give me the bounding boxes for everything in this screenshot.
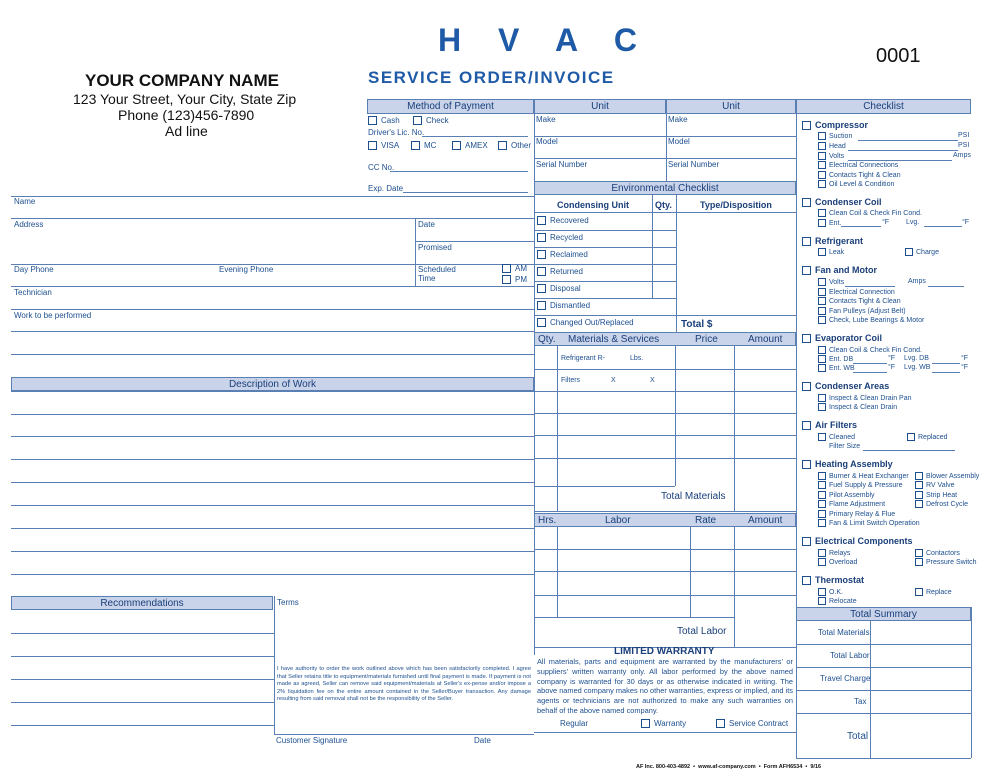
warranty-title: LIMITED WARRANTY (614, 646, 715, 657)
checklist-item[interactable]: Relays (818, 549, 850, 557)
env-item[interactable]: Changed Out/Replaced (537, 318, 634, 327)
checklist-item[interactable]: Defrost Cycle (915, 500, 968, 508)
name-label: Name (14, 197, 36, 206)
footer: AF Inc. 800-403-4892 • www.af-company.com • Form AFH6534 • 9/16 (636, 764, 822, 770)
summary-tax: Tax (854, 697, 867, 706)
service-contract-option[interactable]: Service Contract (716, 719, 788, 728)
address-label: Address (14, 220, 44, 229)
env-item[interactable]: Returned (537, 267, 583, 276)
checklist-item[interactable]: Electrical Connection (818, 288, 895, 296)
lbs-label: Lbs. (630, 355, 644, 362)
checklist-section[interactable]: Evaporator Coil (802, 333, 882, 343)
amex-option[interactable]: AMEX (452, 141, 488, 150)
env-checkbox[interactable] (537, 267, 546, 276)
total-materials-label: Total Materials (661, 491, 726, 502)
recommendations-header: Recommendations (11, 596, 273, 610)
cc-field[interactable] (390, 171, 528, 172)
summary-total: Total (847, 731, 869, 742)
work-label: Work to be performed (14, 311, 92, 320)
env-item[interactable]: Recovered (537, 216, 589, 225)
checklist-item[interactable]: Ent. WB (818, 364, 855, 372)
checklist-item[interactable]: Charge (905, 248, 939, 256)
payment-header: Method of Payment (367, 99, 534, 114)
license-label: Driver's Lic. No. (368, 128, 425, 137)
amex-checkbox[interactable] (452, 141, 461, 150)
cash-checkbox[interactable] (368, 116, 377, 125)
env-col-type: Type/Disposition (700, 200, 772, 210)
filters-x1: X (611, 377, 616, 384)
checklist-item[interactable]: Oil Level & Condition (818, 180, 894, 188)
materials-header: Qty. Materials & Services Price Amount (534, 332, 796, 346)
checklist-item[interactable]: Replaced (907, 433, 948, 441)
refrigerant-label: Refrigerant R- (561, 355, 605, 362)
visa-checkbox[interactable] (368, 141, 377, 150)
checklist-item[interactable]: Pilot Assembly (818, 491, 875, 499)
description-header: Description of Work (11, 377, 534, 391)
scheduled-label: Scheduled (418, 265, 456, 274)
checklist-unit: °F (888, 355, 896, 362)
checklist-unit: °F (961, 364, 969, 371)
unit2-serial: Serial Number (668, 160, 720, 169)
evening-phone-label: Evening Phone (219, 265, 274, 274)
other-option[interactable]: Other (498, 141, 531, 150)
env-item[interactable]: Dismantled (537, 301, 590, 310)
technician-label: Technician (14, 288, 52, 297)
cash-option[interactable]: Cash (368, 116, 400, 125)
date-label: Date (418, 220, 435, 229)
env-total: Total $ (681, 319, 713, 330)
terms-text: I have authority to order the work outlined above which has been satisfactorily completed. I agree that Seller retains title to equipment/materials furnished until final payment is made. If payment is not made as agreed, Seller can remove said equipment/materials at Seller's ex-pense and/or impose a 2% liquidation fee on the entire amount contained in the Seller/Buyer transaction. Any damage resulting from said removal shall not be the responsibility of the Seller. (277, 666, 531, 702)
checklist-item[interactable]: Ent. DB (818, 355, 853, 363)
checklist-item[interactable]: Ent. (818, 219, 841, 227)
total-labor-label: Total Labor (677, 626, 727, 637)
unit1-make: Make (536, 115, 556, 124)
checklist-item[interactable]: Pressure Switch (915, 558, 977, 566)
am-option[interactable]: AM (502, 264, 527, 273)
form-subtitle: SERVICE ORDER/INVOICE (368, 68, 615, 87)
checklist-section[interactable]: Fan and Motor (802, 265, 877, 275)
company-phone: Phone (123)456-7890 (118, 107, 255, 123)
checklist-item[interactable]: RV Valve (915, 481, 955, 489)
summary-labor: Total Labor (830, 651, 870, 660)
day-phone-label: Day Phone (14, 265, 54, 274)
checklist-item[interactable]: Fan Pulleys (Adjust Belt) (818, 307, 906, 315)
warranty-regular: Regular (560, 719, 589, 728)
filters-label: Filters (561, 377, 581, 384)
checklist-unit: Lvg. (906, 219, 920, 226)
checklist-section[interactable]: Thermostat (802, 575, 864, 585)
checklist-item[interactable]: Inspect & Clean Drain (818, 403, 897, 411)
checklist-item[interactable]: Head (818, 142, 846, 150)
checklist-item[interactable]: Clean Coil & Check Fin Cond. (818, 346, 922, 354)
terms-label: Terms (277, 598, 299, 607)
exp-label: Exp. Date (368, 184, 404, 193)
checklist-item[interactable]: Relocate (818, 597, 857, 605)
cc-label: CC No. (368, 163, 395, 172)
checklist-item[interactable]: Leak (818, 248, 844, 256)
checklist-item[interactable]: Contacts Tight & Clean (818, 297, 901, 305)
other-checkbox[interactable] (498, 141, 507, 150)
summary-header: Total Summary (796, 607, 971, 621)
checklist-item[interactable]: Strip Heat (915, 491, 957, 499)
env-checkbox[interactable] (537, 284, 546, 293)
time-label: Time (418, 274, 436, 283)
env-item[interactable]: Disposal (537, 284, 581, 293)
unit2-model: Model (668, 137, 690, 146)
service-contract-checkbox[interactable] (716, 719, 725, 728)
checklist-item[interactable]: Burner & Heat Exchanger (818, 472, 909, 480)
visa-option[interactable]: VISA (368, 141, 399, 150)
env-checkbox[interactable] (537, 250, 546, 259)
summary-travel: Travel Charge (820, 674, 871, 683)
checklist-item[interactable]: Check, Lube Bearings & Motor (818, 316, 924, 324)
checklist-unit: Amps (908, 278, 926, 285)
company-ad: Ad line (165, 123, 208, 139)
checklist-section[interactable]: Compressor (802, 120, 868, 130)
checklist-item[interactable]: Fan & Limit Switch Operation (818, 519, 920, 527)
env-checkbox[interactable] (537, 233, 546, 242)
checklist-section[interactable]: Heating Assembly (802, 459, 893, 469)
checklist-unit: Amps (953, 152, 971, 159)
check-option[interactable]: Check (413, 116, 449, 125)
env-header: Environmental Checklist (534, 181, 796, 195)
env-checkbox[interactable] (537, 301, 546, 310)
unit-header-2: Unit (666, 99, 796, 114)
checklist-item[interactable]: Contacts Tight & Clean (818, 171, 901, 179)
checklist-item[interactable]: Fuel Supply & Pressure (818, 481, 903, 489)
checklist-unit: Filter Size (829, 443, 861, 450)
checklist-unit: °F (962, 219, 970, 226)
warranty-checkbox[interactable] (641, 719, 650, 728)
filters-x2: X (650, 377, 655, 384)
unit2-make: Make (668, 115, 688, 124)
checklist-item[interactable]: Overload (818, 558, 857, 566)
checklist-header: Checklist (796, 99, 971, 114)
check-checkbox[interactable] (413, 116, 422, 125)
checklist-unit: °F (961, 355, 969, 362)
promised-label: Promised (418, 243, 452, 252)
exp-field[interactable] (403, 192, 528, 193)
checklist-section[interactable]: Air Filters (802, 420, 857, 430)
checklist-unit: °F (888, 364, 896, 371)
mc-option[interactable]: MC (411, 141, 436, 150)
checklist-item[interactable]: Clean Coil & Check Fin Cond. (818, 209, 922, 217)
checklist-section[interactable]: Condenser Coil (802, 197, 882, 207)
env-checkbox[interactable] (537, 318, 546, 327)
checklist-item[interactable]: Blower Assembly (915, 472, 979, 480)
invoice-number: 0001 (876, 45, 921, 67)
env-col-condensing: Condensing Unit (557, 200, 629, 210)
checklist-item[interactable]: Cleaned (818, 433, 855, 441)
checklist-unit: Lvg. WB (904, 364, 931, 371)
checklist-item[interactable]: O.K. (818, 588, 843, 596)
checklist-item[interactable]: Contactors (915, 549, 960, 557)
env-item[interactable]: Reclaimed (537, 250, 588, 259)
signature-date-label: Date (474, 736, 491, 745)
checklist-item[interactable]: Flame Adjustment (818, 500, 885, 508)
checklist-unit: Lvg. DB (904, 355, 929, 362)
checklist-item[interactable]: Inspect & Clean Drain Pan (818, 394, 912, 402)
checklist-unit: PSI (958, 142, 970, 149)
env-checkbox[interactable] (537, 216, 546, 225)
warranty-text: All materials, parts and equipment are warranted by the manufacturers' or suppliers' written warranty only. All labor performed by the above named company is warranted for 30 days or as otherwise indicated in writing. The above named company makes no other warranties, express or implied, and its agents or technicians are not authorized to make any such warranties on behalf of the above named company. (537, 657, 793, 715)
company-street: 123 Your Street, Your City, State Zip (73, 91, 297, 107)
checklist-item[interactable]: Replace (915, 588, 952, 596)
unit-header-1: Unit (534, 99, 666, 114)
unit1-model: Model (536, 137, 558, 146)
checklist-unit: PSI (958, 132, 970, 139)
checklist-item[interactable]: Volts (818, 278, 844, 286)
checklist-section[interactable]: Refrigerant (802, 236, 863, 246)
company-name: YOUR COMPANY NAME (85, 71, 279, 90)
env-col-qty: Qty. (655, 200, 672, 210)
pm-option[interactable]: PM (502, 275, 527, 284)
labor-header: Hrs. Labor Rate Amount (534, 513, 796, 527)
unit1-serial: Serial Number (536, 160, 588, 169)
checklist-item[interactable]: Suction (818, 132, 852, 140)
checklist-section[interactable]: Electrical Components (802, 536, 913, 546)
checklist-item[interactable]: Primary Relay & Flue (818, 510, 895, 518)
checklist-section[interactable]: Condenser Areas (802, 381, 889, 391)
form-title: H V A C (438, 22, 651, 58)
checklist-item[interactable]: Electrical Connections (818, 161, 898, 169)
signature-label: Customer Signature (276, 736, 348, 745)
checklist-item[interactable]: Volts (818, 152, 844, 160)
summary-materials: Total Materials (818, 628, 870, 637)
checklist-unit: °F (882, 219, 890, 226)
mc-checkbox[interactable] (411, 141, 420, 150)
env-item[interactable]: Recycled (537, 233, 583, 242)
warranty-option[interactable]: Warranty (641, 719, 686, 728)
